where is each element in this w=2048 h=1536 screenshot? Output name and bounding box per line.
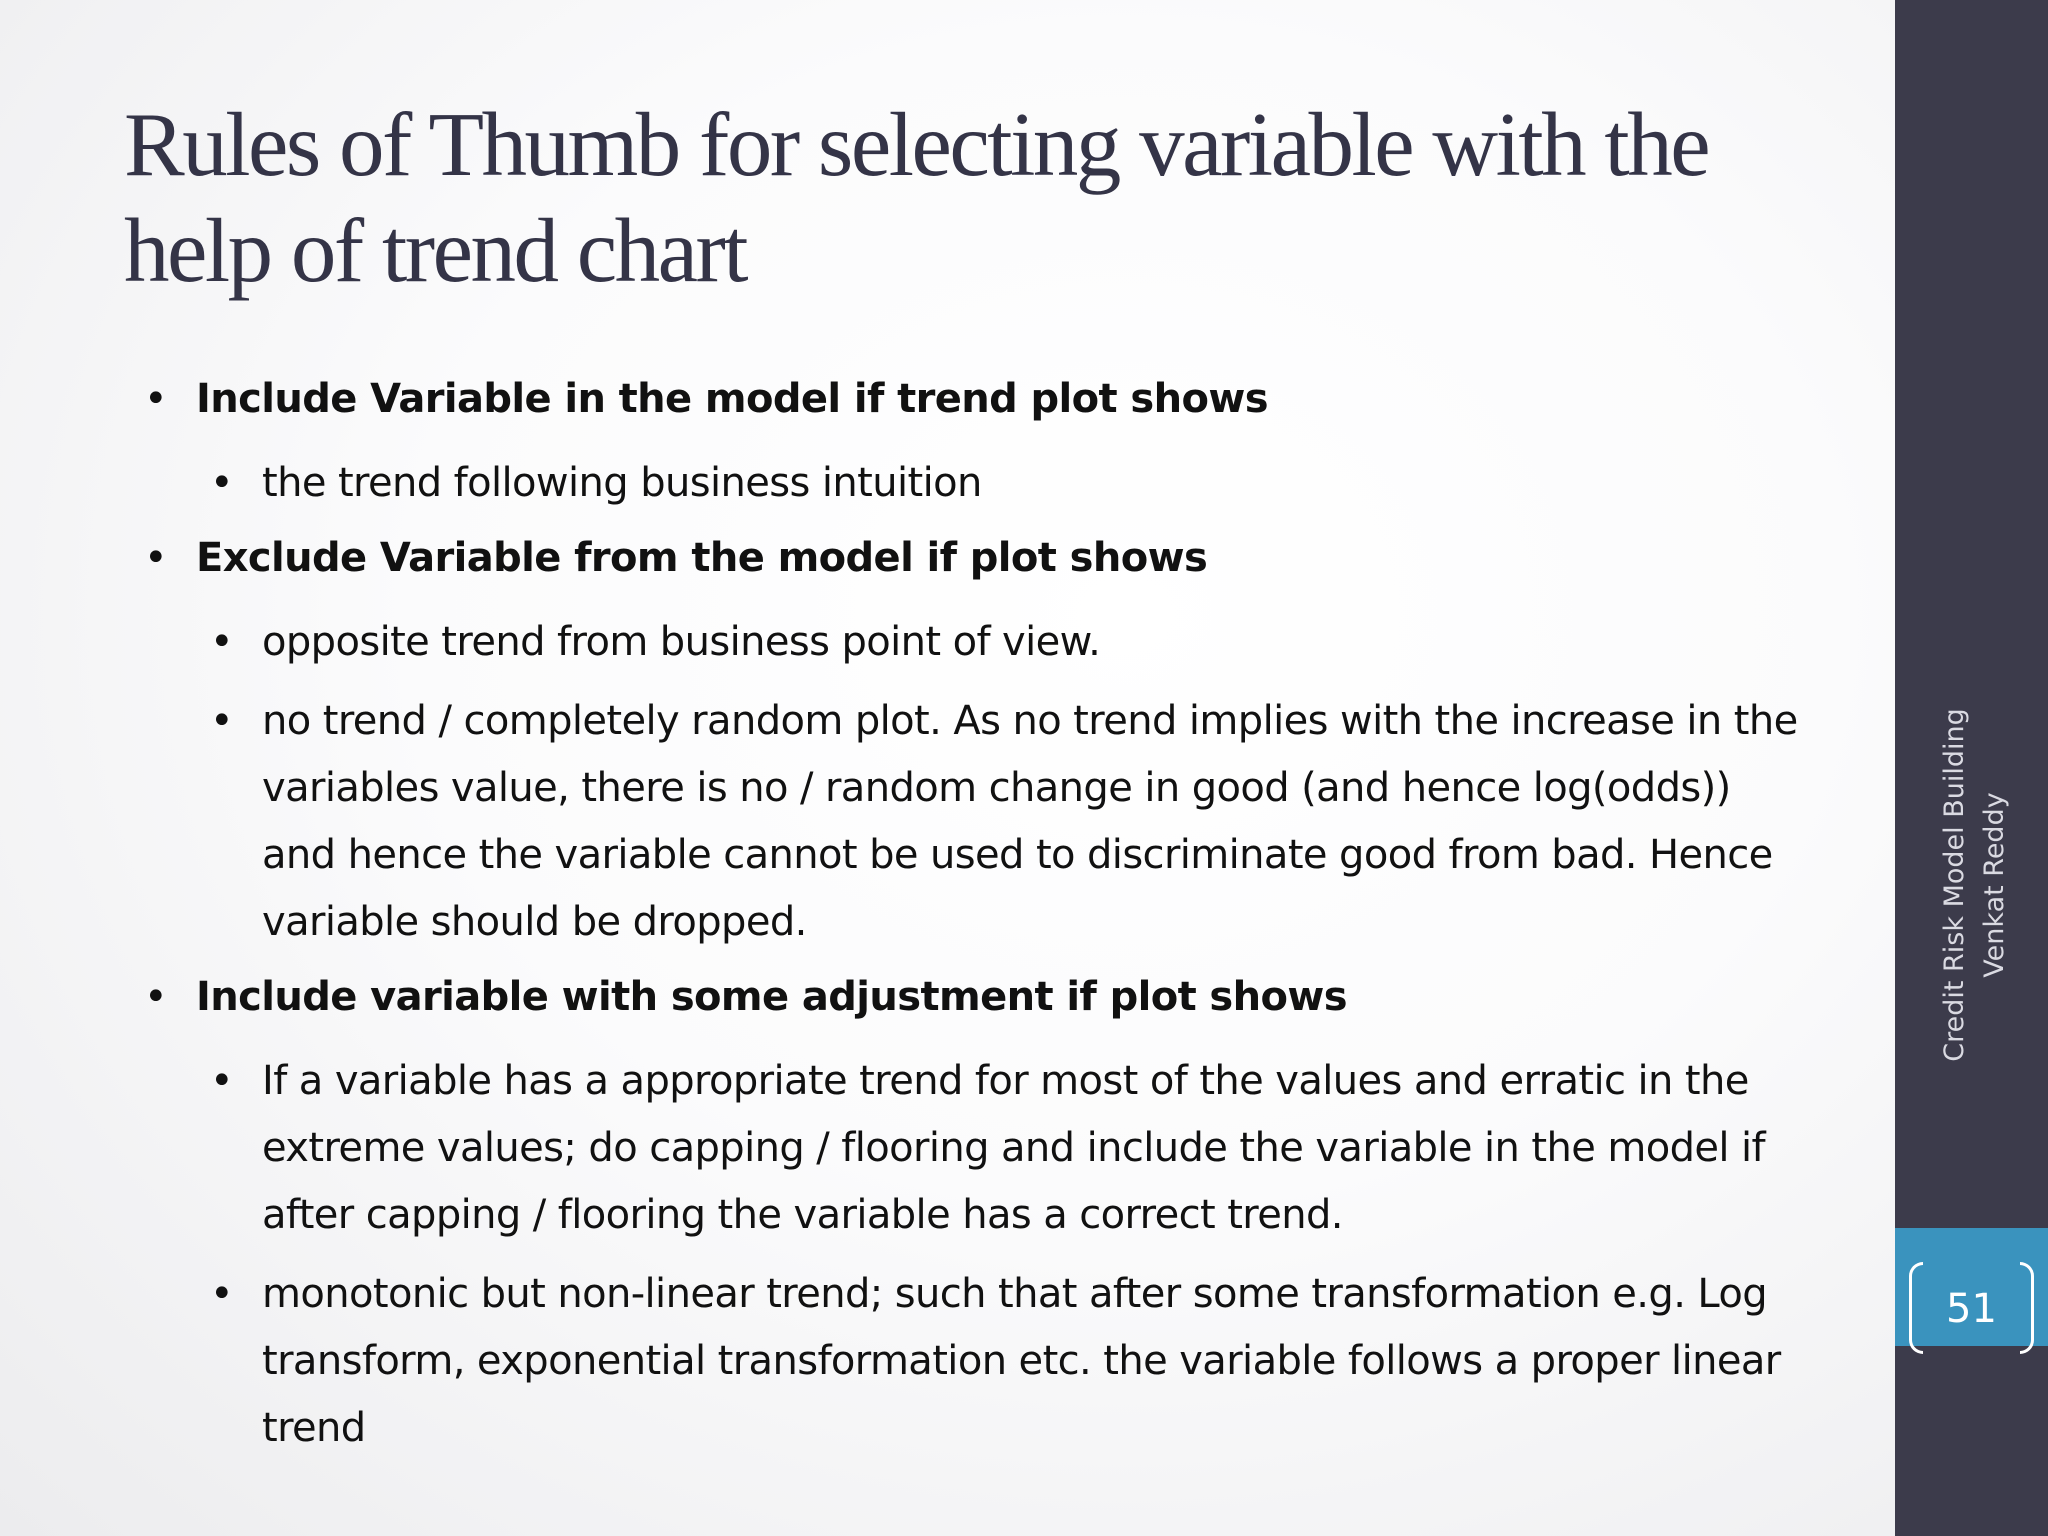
list-item-text: opposite trend from business point of view. (262, 619, 1101, 665)
list-item-text: If a variable has a appropriate trend for most of the values and erratic in the extreme values; do capping / flooring and include the variable in the model if after capping / flooring the variable has a correct trend. (262, 1058, 1766, 1238)
list-item-text: the trend following business intuition (262, 460, 982, 506)
footer-line-1: Credit Risk Model Building (1939, 708, 1970, 1062)
list-item-text: monotonic but non-linear trend; such that after some transformation e.g. Log transform, exponential transformation etc. the variable follows a proper linear trend (262, 1271, 1781, 1451)
bullet-icon: • (144, 376, 167, 422)
list-item (140, 450, 1800, 517)
list-item (140, 1048, 1800, 1249)
section-heading-exclude (140, 529, 1800, 587)
section-heading-text: Include variable with some adjustment if plot shows (196, 974, 1347, 1020)
bullet-icon: • (144, 974, 167, 1020)
list-item (140, 1261, 1800, 1462)
section-heading-text: Include Variable in the model if trend plot shows (196, 376, 1268, 422)
list-item (140, 609, 1800, 676)
section-heading-include (140, 370, 1800, 428)
section-heading-text: Exclude Variable from the model if plot shows (196, 535, 1208, 581)
page-number: 51 (1946, 1286, 1997, 1332)
bullet-icon: • (144, 535, 167, 581)
right-bracket-icon (2020, 1262, 2034, 1354)
bullet-list (140, 370, 1800, 1474)
slide-title: Rules of Thumb for selecting variable with the help of trend chart (124, 94, 1709, 301)
bullet-icon: • (210, 1271, 233, 1317)
bullet-icon: • (210, 1058, 233, 1104)
bullet-icon: • (210, 698, 233, 744)
section-heading-adjust (140, 968, 1800, 1026)
list-item-text: no trend / completely random plot. As no trend implies with the increase in the variables value, there is no / random change in good (and hence log(odds)) and hence the variable cannot be used to discriminate good from bad. Hence variable should be dropped. (262, 698, 1798, 945)
footer-vertical-text (1935, 708, 2015, 1062)
page-number-box (1895, 1228, 2048, 1346)
list-item (140, 688, 1800, 956)
footer-line-2: Venkat Reddy (1979, 792, 2010, 978)
bullet-icon: • (210, 460, 233, 506)
bullet-icon: • (210, 619, 233, 665)
